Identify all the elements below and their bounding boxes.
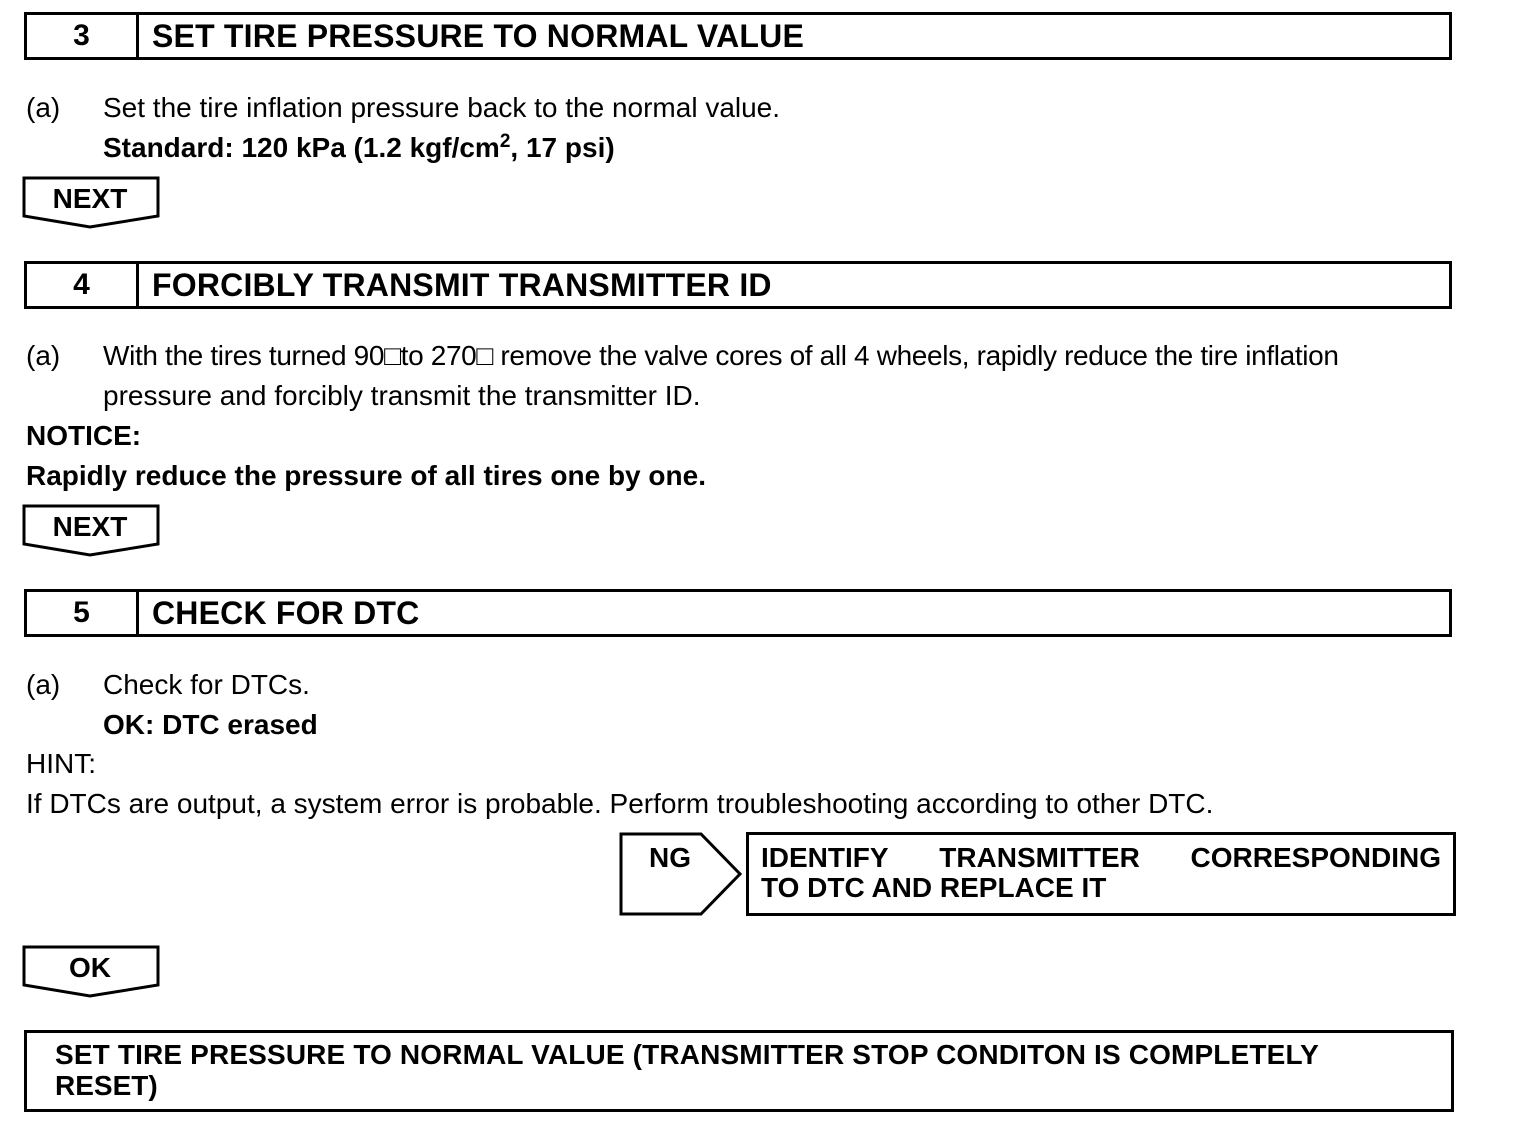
hint-heading: HINT: <box>26 748 96 779</box>
ng-result-line-1 <box>761 843 1441 873</box>
next-button[interactable] <box>22 176 162 230</box>
step-number: 5 <box>27 592 139 634</box>
ok-label: OK <box>69 952 111 983</box>
standard-prefix: Standard: 120 kPa (1.2 kgf/cm <box>103 132 500 163</box>
final-result-line-2: RESET) <box>55 1070 158 1101</box>
item-text-line-2: pressure and forcibly transmit the transmitter ID. <box>103 380 701 411</box>
item-text-line-1: With the tires turned 90□to 270□ remove the valve cores of all 4 wheels, rapidly reduce the tire inflation <box>103 340 1339 371</box>
ng-result-word: TRANSMITTER <box>939 842 1140 873</box>
next-label: NEXT <box>52 511 128 542</box>
standard-suffix: , 17 psi) <box>510 132 615 163</box>
step-title: FORCIBLY TRANSMIT TRANSMITTER ID <box>152 266 772 303</box>
ok-condition: OK: DTC erased <box>103 709 318 740</box>
item-text: Check for DTCs. <box>103 669 310 700</box>
standard-value <box>103 132 615 164</box>
step-title: SET TIRE PRESSURE TO NORMAL VALUE <box>152 17 805 54</box>
item-label: (a) <box>26 340 61 371</box>
step-3-header <box>24 12 1452 60</box>
item-label: (a) <box>26 669 61 700</box>
next-label: NEXT <box>52 183 128 214</box>
ng-branch-arrow[interactable] <box>619 832 743 916</box>
item-label: (a) <box>26 92 61 123</box>
ng-result-box <box>746 832 1456 916</box>
ng-result-word: CORRESPONDING <box>1190 842 1441 873</box>
step-number: 4 <box>27 264 139 306</box>
notice-heading: NOTICE: <box>26 420 142 451</box>
final-result-box <box>24 1030 1454 1112</box>
ng-result-line-2: TO DTC AND REPLACE IT <box>761 872 1107 903</box>
step-title: CHECK FOR DTC <box>152 594 420 631</box>
ng-label: NG <box>649 842 691 873</box>
final-result-line-1: SET TIRE PRESSURE TO NORMAL VALUE (TRANSMITTER STOP CONDITON IS COMPLETELY <box>55 1039 1319 1070</box>
standard-superscript: 2 <box>499 131 511 152</box>
ok-button[interactable] <box>22 945 162 999</box>
step-number: 3 <box>27 15 139 57</box>
notice-text: Rapidly reduce the pressure of all tires one by one. <box>26 460 706 491</box>
hint-text: If DTCs are output, a system error is probable. Perform troubleshooting according to other DTC. <box>26 788 1214 819</box>
step-5-header <box>24 589 1452 637</box>
item-text: Set the tire inflation pressure back to the normal value. <box>103 92 781 123</box>
ng-result-word: IDENTIFY <box>761 842 889 873</box>
next-button[interactable] <box>22 504 162 558</box>
step-4-header <box>24 261 1452 309</box>
